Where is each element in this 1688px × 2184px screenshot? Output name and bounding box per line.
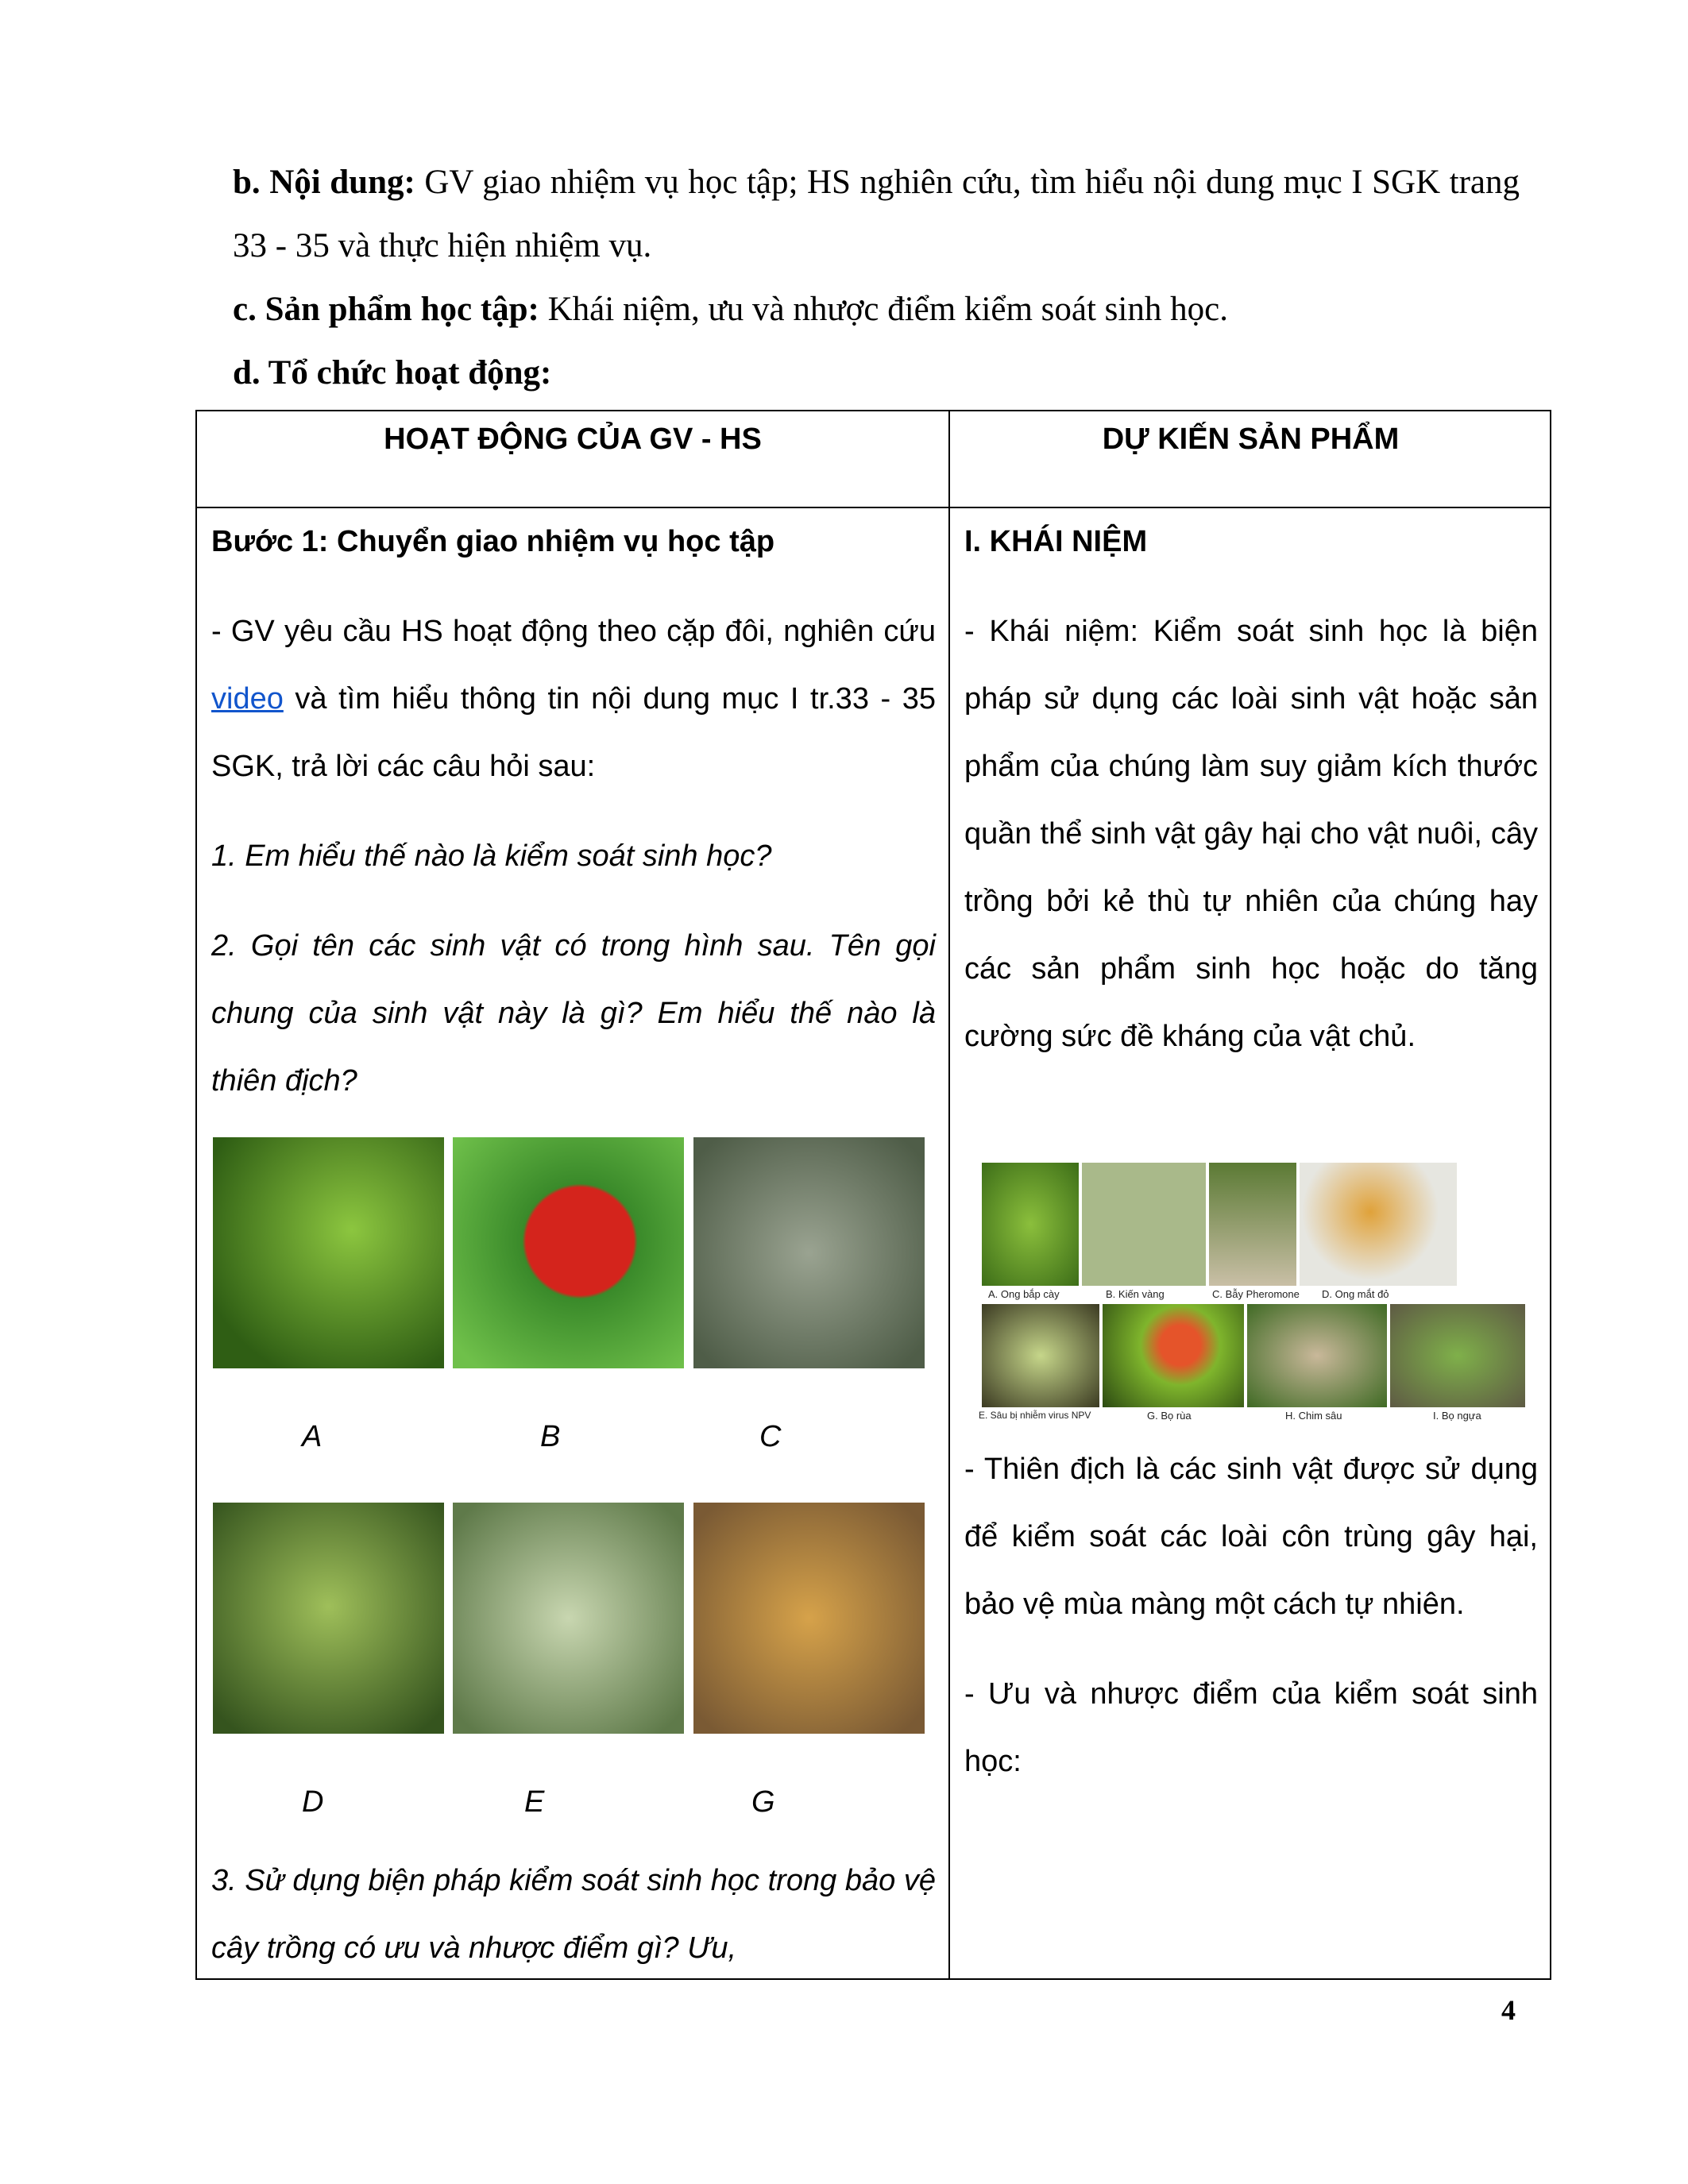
question-2: 2. Gọi tên các sinh vật có trong hình sau. Tên gọi chung của sinh vật này là gì? Em hiểu thế nào là thiên địch? xyxy=(211,929,936,1098)
question-1: 1. Em hiểu thế nào là kiểm soát sinh học? xyxy=(211,839,772,873)
image-e-spider xyxy=(453,1503,684,1734)
label-b: B xyxy=(540,1420,561,1453)
image-b-ladybug xyxy=(453,1137,684,1368)
caption-a: A. Ong bắp cày xyxy=(988,1288,1060,1300)
product-label: c. Sản phẩm học tập: xyxy=(233,291,539,328)
product-text: Khái niệm, ưu và nhược điểm kiểm soát sinh học. xyxy=(539,291,1228,328)
content-paragraph xyxy=(233,151,1520,278)
collage-mantis xyxy=(1390,1304,1525,1407)
natural-enemy-text: - Thiên địch là các sinh vật được sử dụng để kiểm soát các loài côn trùng gây hại, bảo vệ mùa màng một cách tự nhiên. xyxy=(964,1453,1538,1621)
image-d-insects xyxy=(213,1503,444,1734)
step-heading: Bước 1: Chuyển giao nhiệm vụ học tập xyxy=(211,525,775,558)
header-expected-product: DỰ KIẾN SẢN PHẨM xyxy=(1102,423,1400,456)
image-g-hoverfly xyxy=(693,1503,925,1734)
header-activities: HOẠT ĐỘNG CỦA GV - HS xyxy=(384,423,762,456)
column-divider xyxy=(948,411,950,1978)
label-g: G xyxy=(751,1785,775,1819)
left-cell xyxy=(211,508,936,1115)
label-e: E xyxy=(524,1785,545,1819)
caption-h: H. Chim sâu xyxy=(1285,1410,1342,1422)
caption-c: C. Bẫy Pheromone xyxy=(1212,1288,1300,1300)
caption-g: G. Bọ rùa xyxy=(1147,1410,1192,1422)
collage-ants xyxy=(1082,1163,1206,1286)
image-a-mantis xyxy=(213,1137,444,1368)
collage-wasp-red-eye xyxy=(1300,1163,1457,1286)
collage-wasp xyxy=(982,1163,1079,1286)
task-text: - GV yêu cầu HS hoạt động theo cặp đôi, nghiên cứu xyxy=(211,615,936,648)
pros-cons-text: - Ưu và nhược điểm của kiểm soát sinh học: xyxy=(964,1677,1538,1778)
activity-table xyxy=(195,410,1551,1980)
caption-e: E. Sâu bị nhiễm virus NPV xyxy=(979,1410,1091,1421)
task-intro xyxy=(211,598,936,801)
caption-d: D. Ong mắt đỏ xyxy=(1322,1288,1389,1300)
collage-bird xyxy=(1247,1304,1387,1407)
label-c: C xyxy=(759,1420,782,1453)
collage-caterpillar xyxy=(982,1304,1099,1407)
collage-trap xyxy=(1209,1163,1296,1286)
task-text-end: và tìm hiểu thông tin nội dung mục I tr.33 - 35 SGK, trả lời các câu hỏi sau: xyxy=(211,682,936,783)
product-paragraph xyxy=(233,278,1520,341)
section-heading: I. KHÁI NIỆM xyxy=(964,525,1148,558)
right-cell-lower xyxy=(964,1436,1538,1796)
question-3: 3. Sử dụng biện pháp kiểm soát sinh học trong bảo vệ cây trồng có ưu và nhược điểm gì? Ưu, xyxy=(211,1864,936,1965)
image-c-insect xyxy=(693,1137,925,1368)
label-a: A xyxy=(302,1420,323,1453)
page-number: 4 xyxy=(1501,1994,1516,2026)
content-label: b. Nội dung: xyxy=(233,164,415,201)
caption-i: I. Bọ ngựa xyxy=(1433,1410,1481,1422)
concept-text: - Khái niệm: Kiểm soát sinh học là biện pháp sử dụng các loài sinh vật hoặc sản phẩm của chúng làm suy giảm kích thước quần thể sinh vật gây hại cho vật nuôi, cây trồng bởi kẻ thù tự nhiên của chúng hay các sản phẩm sinh học hoặc do tăng cường sức đề kháng của vật chủ. xyxy=(964,615,1538,1053)
content-text: GV giao nhiệm vụ học tập; HS nghiên cứu, tìm hiểu nội dung mục I SGK trang 33 - 35 và thực hiện nhiệm vụ. xyxy=(233,164,1520,264)
collage-ladybug xyxy=(1103,1304,1244,1407)
organize-label: d. Tổ chức hoạt động: xyxy=(233,354,552,392)
label-d: D xyxy=(302,1785,324,1819)
organize-heading xyxy=(233,341,1520,405)
caption-b: B. Kiến vàng xyxy=(1106,1288,1165,1300)
right-cell xyxy=(964,508,1538,1071)
video-link[interactable]: video xyxy=(211,682,284,716)
